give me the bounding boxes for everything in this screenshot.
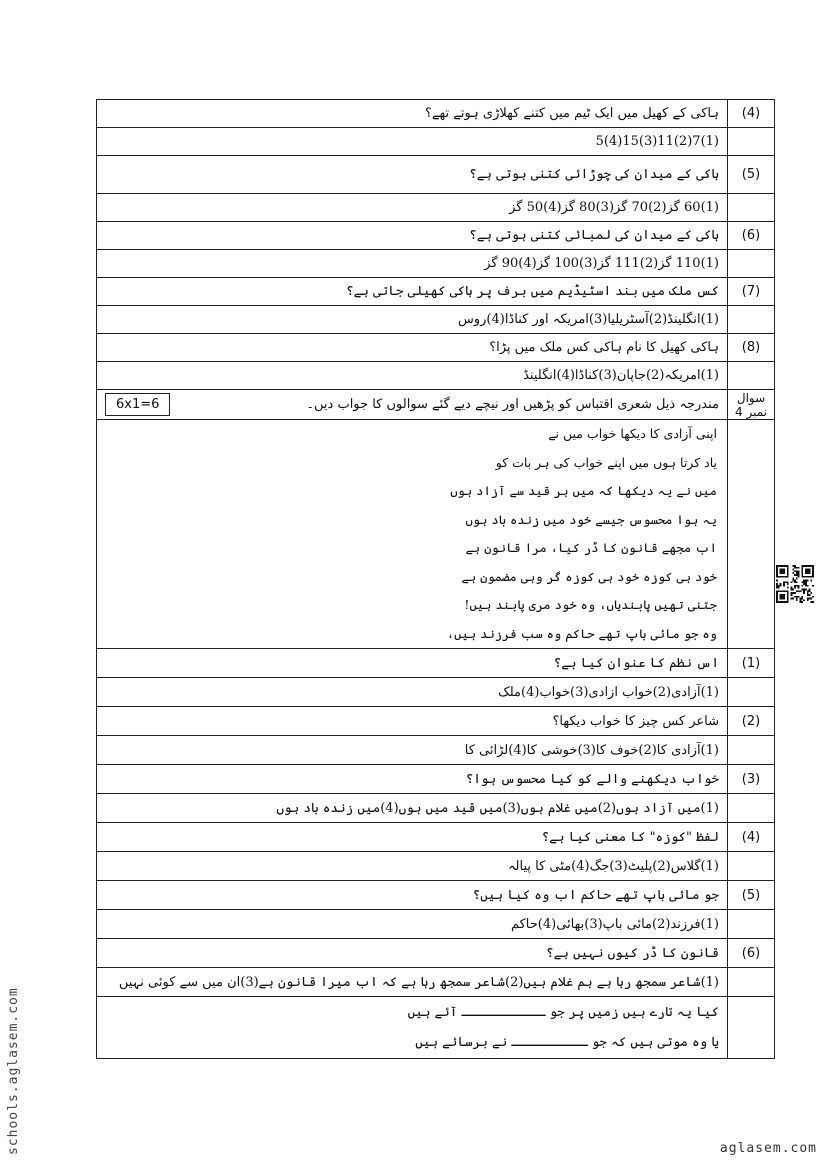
- empty-cell: [728, 362, 775, 390]
- poem-line: وہ جو مائی باپ تھے حاکم وہ سب فرزند ہیں،: [446, 625, 717, 641]
- question-number: (4): [728, 100, 775, 128]
- answer-options: (1)میں آزاد ہوں(2)میں غلام ہوں(3)میں قید میں ہوں(4)میں زندہ باد ہوں: [97, 794, 728, 823]
- empty-cell: [728, 306, 775, 334]
- answer-options: (1)7(2)11(3)15(4)5: [97, 128, 728, 156]
- answer-options: (1)گلاس(2)پلیٹ(3)جگ(4)مٹی کا پیالہ: [97, 852, 728, 881]
- footer-url: aglasem.com: [719, 1141, 817, 1156]
- marks-box: 6x1=6: [105, 393, 170, 416]
- question-text: ہاکی کے میدان کی چوڑائی کتنی ہوتی ہے؟: [97, 156, 728, 194]
- question-text: قانون کا ڈر کیوں نہیں ہے؟: [97, 939, 728, 968]
- exam-table-body: [97, 100, 775, 1059]
- couplet-line: یا وہ موتی ہیں کہ جو ــــــــــ نے برسائے ہیں: [415, 1034, 719, 1050]
- question-number: (3): [728, 765, 775, 794]
- answer-options: (1)60 گز(2)70 گز(3)80 گز(4)50 گز: [97, 194, 728, 222]
- poem-line: خود ہی کوزہ خود ہی کوزہ گر وہی مضمون ہے: [461, 568, 717, 584]
- answer-options: (1)آزادی(2)خواب ازادی(3)خواب(4)ملک: [97, 678, 728, 707]
- qr-code-icon: [776, 565, 814, 603]
- answer-options: (1)امریکہ(2)جاپان(3)کناڈا(4)انگلینڈ: [97, 362, 728, 390]
- couplet-cell: [97, 997, 728, 1059]
- question4-instruction: مندرجہ ذیل شعری اقتباس کو پڑھیں اور نیچے دیے گئے سوالوں کا جواب دیں۔: [306, 397, 719, 412]
- question-number: (1): [728, 649, 775, 678]
- question-text: ہاکی کے کھیل میں ایک ٹیم میں کتنے کھلاڑی ہوتے تھے؟: [97, 100, 728, 128]
- question-number: (4): [728, 823, 775, 852]
- poem-line: یاد کرتا ہوں میں اپنے خواب کی ہر بات کو: [495, 454, 717, 470]
- poem-line: اپنی آزادی کا دیکھا خواب میں نے: [548, 426, 717, 441]
- question-number: (8): [728, 334, 775, 362]
- question-text: خواب دیکھنے والے کو کیا محسوس ہوا؟: [97, 765, 728, 794]
- poem-line: اب مجھے قانون کا ڈر کیا، مرا قانون ہے: [465, 540, 717, 555]
- question4-instruction-cell: [97, 390, 728, 420]
- empty-cell: [728, 968, 775, 997]
- empty-cell: [728, 250, 775, 278]
- answer-options: (1)شاعر سمجھ رہا ہے ہم غلام ہیں(2)شاعر سمجھ رہا ہے کہ اب میرا قانون ہے(3)ان میں سے کوئی نہیں: [97, 968, 728, 997]
- empty-cell: [728, 736, 775, 765]
- answer-options: (1)انگلینڈ(2)آسٹریلیا(3)امریکہ اور کناڈا(4)روس: [97, 306, 728, 334]
- question-number: (5): [728, 881, 775, 910]
- empty-cell: [728, 678, 775, 707]
- empty-cell: [728, 997, 775, 1059]
- question-text: لفظ "کوزہ" کا معنی کیا ہے؟: [97, 823, 728, 852]
- empty-cell: [728, 794, 775, 823]
- question-text: کس ملک میں بند اسٹیڈیم میں برف پر ہاکی کھیلی جاتی ہے؟: [97, 278, 728, 306]
- empty-cell: [728, 852, 775, 881]
- question-number: (5): [728, 156, 775, 194]
- question-number: (6): [728, 222, 775, 250]
- question-text: ہاکی کھیل کا نام ہاکی کس ملک میں پڑا؟: [97, 334, 728, 362]
- question-text: ہاکی کے میدان کی لمبائی کتنی ہوتی ہے؟: [97, 222, 728, 250]
- poem-line: یہ ہوا محسوس جیسے خود میں زندہ باد ہوں: [465, 511, 717, 527]
- couplet-line: کیا یہ تارے ہیں زمیں پر جو ـــــــــــ آئے ہیں: [407, 1004, 719, 1020]
- question-number: (6): [728, 939, 775, 968]
- question-number: (2): [728, 707, 775, 736]
- empty-cell: [728, 420, 775, 649]
- question4-label: سوال نمبر 4: [728, 390, 775, 420]
- question-text: شاعر کس چیز کا خواب دیکھا؟: [97, 707, 728, 736]
- poem-cell: [97, 420, 728, 649]
- exam-table: [96, 99, 775, 1059]
- side-watermark-url: schools.aglasem.com: [6, 987, 21, 1155]
- poem-line: میں نے یہ دیکھا کہ میں ہر قید سے آزاد ہوں: [450, 483, 717, 498]
- question-text: اس نظم کا عنوان کیا ہے؟: [97, 649, 728, 678]
- question-number: (7): [728, 278, 775, 306]
- empty-cell: [728, 194, 775, 222]
- answer-options: (1)110 گز(2)111 گز(3)100 گز(4)90 گز: [97, 250, 728, 278]
- answer-options: (1)فرزند(2)مائی باپ(3)بھائی(4)حاکم: [97, 910, 728, 939]
- empty-cell: [728, 910, 775, 939]
- poem-line: جتنی تھیں پابندیاں، وہ خود مری پابند ہیں!: [464, 597, 717, 612]
- question-text: جو مائی باپ تھے حاکم اب وہ کیا ہیں؟: [97, 881, 728, 910]
- empty-cell: [728, 128, 775, 156]
- answer-options: (1)آزادی کا(2)خوف کا(3)خوشی کا(4)لڑائی کا: [97, 736, 728, 765]
